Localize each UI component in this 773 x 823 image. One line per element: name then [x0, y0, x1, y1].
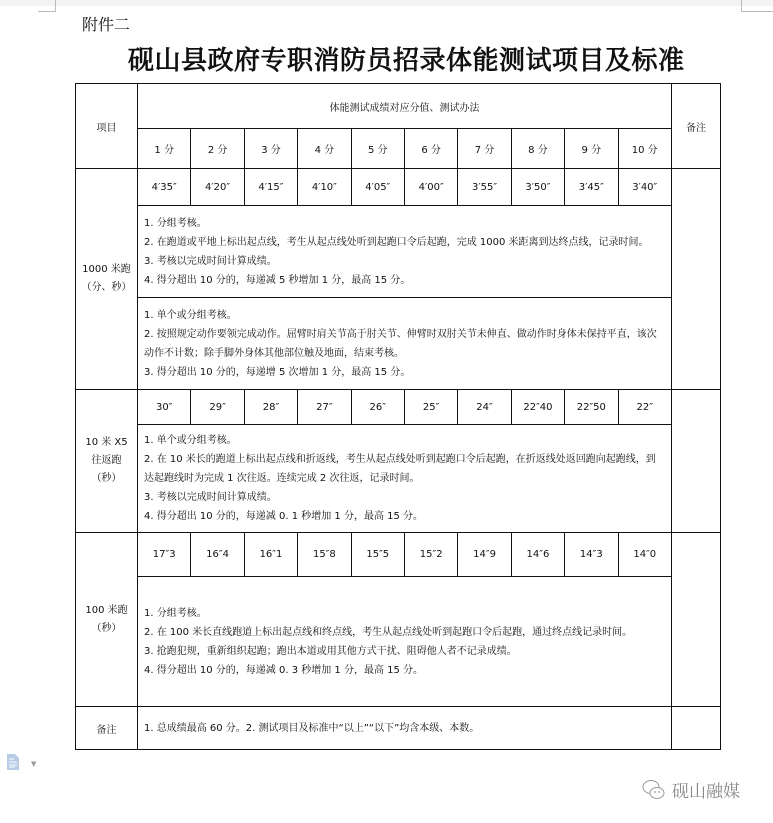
score-value: 30″ [138, 390, 191, 425]
method-line: 2. 在跑道或平地上标出起点线，考生从起点线处听到起跑口令后起跑，完成 1000 米距离到达终点线，记录时间。 [144, 236, 649, 248]
crop-mark-right [741, 0, 773, 12]
score-value: 4′20″ [191, 169, 244, 206]
score-value: 15″8 [298, 533, 351, 577]
notes-text: 1. 总成绩最高 60 分。2. 测试项目及标准中“以上”“以下”均含本级、本数。 [138, 707, 672, 750]
score-header: 2 分 [191, 129, 244, 169]
score-value: 3′50″ [511, 169, 564, 206]
remarks-cell [671, 533, 720, 707]
watermark-text: 砚山融媒 [672, 782, 740, 802]
notes-remarks-cell [671, 707, 720, 750]
method-line: 3. 考核以完成时间计算成绩。 [144, 492, 277, 503]
score-value: 4′00″ [404, 169, 457, 206]
score-value: 29″ [191, 390, 244, 425]
score-value: 14″3 [565, 533, 618, 577]
test-method [138, 425, 672, 533]
method-line: 2. 按照规定动作要领完成动作。屈臂时肩关节高于肘关节、伸臂时双肘关节未伸直、做动作时身体未保持平直，该次动作不计数；除手脚外身体其他部位触及地面，结束考核。 [144, 328, 657, 359]
method-line: 4. 得分超出 10 分的，每递减 0. 1 秒增加 1 分，最高 15 分。 [144, 511, 424, 522]
event-label-line: （秒） [91, 473, 122, 484]
score-header: 1 分 [138, 129, 191, 169]
score-header: 3 分 [244, 129, 297, 169]
method-line: 3. 考核以完成时间计算成绩。 [144, 255, 277, 267]
score-value: 4′15″ [244, 169, 297, 206]
score-value: 14″6 [511, 533, 564, 577]
wechat-icon [642, 779, 666, 801]
table-row [76, 533, 721, 577]
score-value: 15″5 [351, 533, 404, 577]
header-item: 项目 [76, 84, 138, 169]
score-value: 22″50 [565, 390, 618, 425]
event-label-line: 10 米 X5 [85, 437, 128, 448]
remarks-cell [671, 390, 720, 533]
score-value: 22″ [618, 390, 671, 425]
document-icon[interactable] [6, 754, 20, 770]
score-value: 15″2 [404, 533, 457, 577]
table-row [76, 169, 721, 206]
method-line: 2. 在 100 米长直线跑道上标出起点线和终点线，考生从起点线处听到起跑口令后起跑，通过终点线记录时间。 [144, 626, 633, 638]
score-value: 17″3 [138, 533, 191, 577]
crop-mark-left [38, 0, 56, 12]
score-value: 25″ [404, 390, 457, 425]
test-method [138, 298, 672, 390]
method-line: 3. 抢跑犯规，重新组织起跑；跑出本道或用其他方式干扰、阻碍他人者不记录成绩。 [144, 645, 517, 657]
score-header: 6 分 [404, 129, 457, 169]
event-label-line: 1000 米跑 [82, 264, 131, 275]
event-label [76, 390, 138, 533]
score-value: 4′05″ [351, 169, 404, 206]
score-header: 7 分 [458, 129, 511, 169]
test-method [138, 206, 672, 298]
score-value: 22″40 [511, 390, 564, 425]
test-method [138, 577, 672, 707]
header-group: 体能测试成绩对应分值、测试办法 [138, 84, 672, 129]
score-value: 4′10″ [298, 169, 351, 206]
method-line: 3. 得分超出 10 分的，每递增 5 次增加 1 分，最高 15 分。 [144, 366, 411, 378]
remarks-cell [671, 169, 720, 390]
score-header: 8 分 [511, 129, 564, 169]
watermark [642, 777, 740, 802]
score-header: 4 分 [298, 129, 351, 169]
method-line: 1. 单个或分组考核。 [144, 309, 237, 321]
score-value: 27″ [298, 390, 351, 425]
score-value: 16″1 [244, 533, 297, 577]
score-value: 28″ [244, 390, 297, 425]
method-line: 4. 得分超出 10 分的，每递减 5 秒增加 1 分，最高 15 分。 [144, 274, 411, 286]
standards-table [75, 83, 721, 750]
score-header: 10 分 [618, 129, 671, 169]
score-value: 26″ [351, 390, 404, 425]
score-value: 3′40″ [618, 169, 671, 206]
event-label [76, 533, 138, 707]
method-line: 1. 单个或分组考核。 [144, 435, 237, 446]
score-value: 14″0 [618, 533, 671, 577]
attachment-label: 附件二 [82, 15, 131, 34]
score-header: 5 分 [351, 129, 404, 169]
score-value: 14″9 [458, 533, 511, 577]
document-title: 砚山县政府专职消防员招录体能测试项目及标准 [128, 46, 685, 76]
method-line: 2. 在 10 米长的跑道上标出起点线和折返线，考生从起点线处听到起跑口令后起跑，在折返线处返回跑向起跑线，到达起跑线时为完成 1 次往返。连续完成 2 次往返，记录时间。 [144, 454, 656, 484]
method-line: 1. 分组考核。 [144, 217, 207, 229]
table-row [76, 390, 721, 425]
score-value: 4′35″ [138, 169, 191, 206]
header-remarks: 备注 [671, 84, 720, 169]
dropdown-caret-icon[interactable]: ▼ [31, 760, 37, 768]
event-label-line: 往返跑 [91, 455, 122, 466]
score-value: 3′45″ [565, 169, 618, 206]
event-label-line: 100 米跑 [85, 604, 128, 616]
score-value: 16″4 [191, 533, 244, 577]
event-label [76, 169, 138, 390]
score-value: 3′55″ [458, 169, 511, 206]
event-label-line: （秒） [91, 622, 122, 634]
event-label-line: （分、秒） [81, 282, 132, 293]
method-line: 1. 分组考核。 [144, 607, 207, 619]
score-value: 24″ [458, 390, 511, 425]
page-top-edge [0, 0, 773, 6]
score-header: 9 分 [565, 129, 618, 169]
method-line: 4. 得分超出 10 分的，每递减 0. 3 秒增加 1 分，最高 15 分。 [144, 664, 424, 676]
notes-label: 备注 [76, 707, 138, 750]
